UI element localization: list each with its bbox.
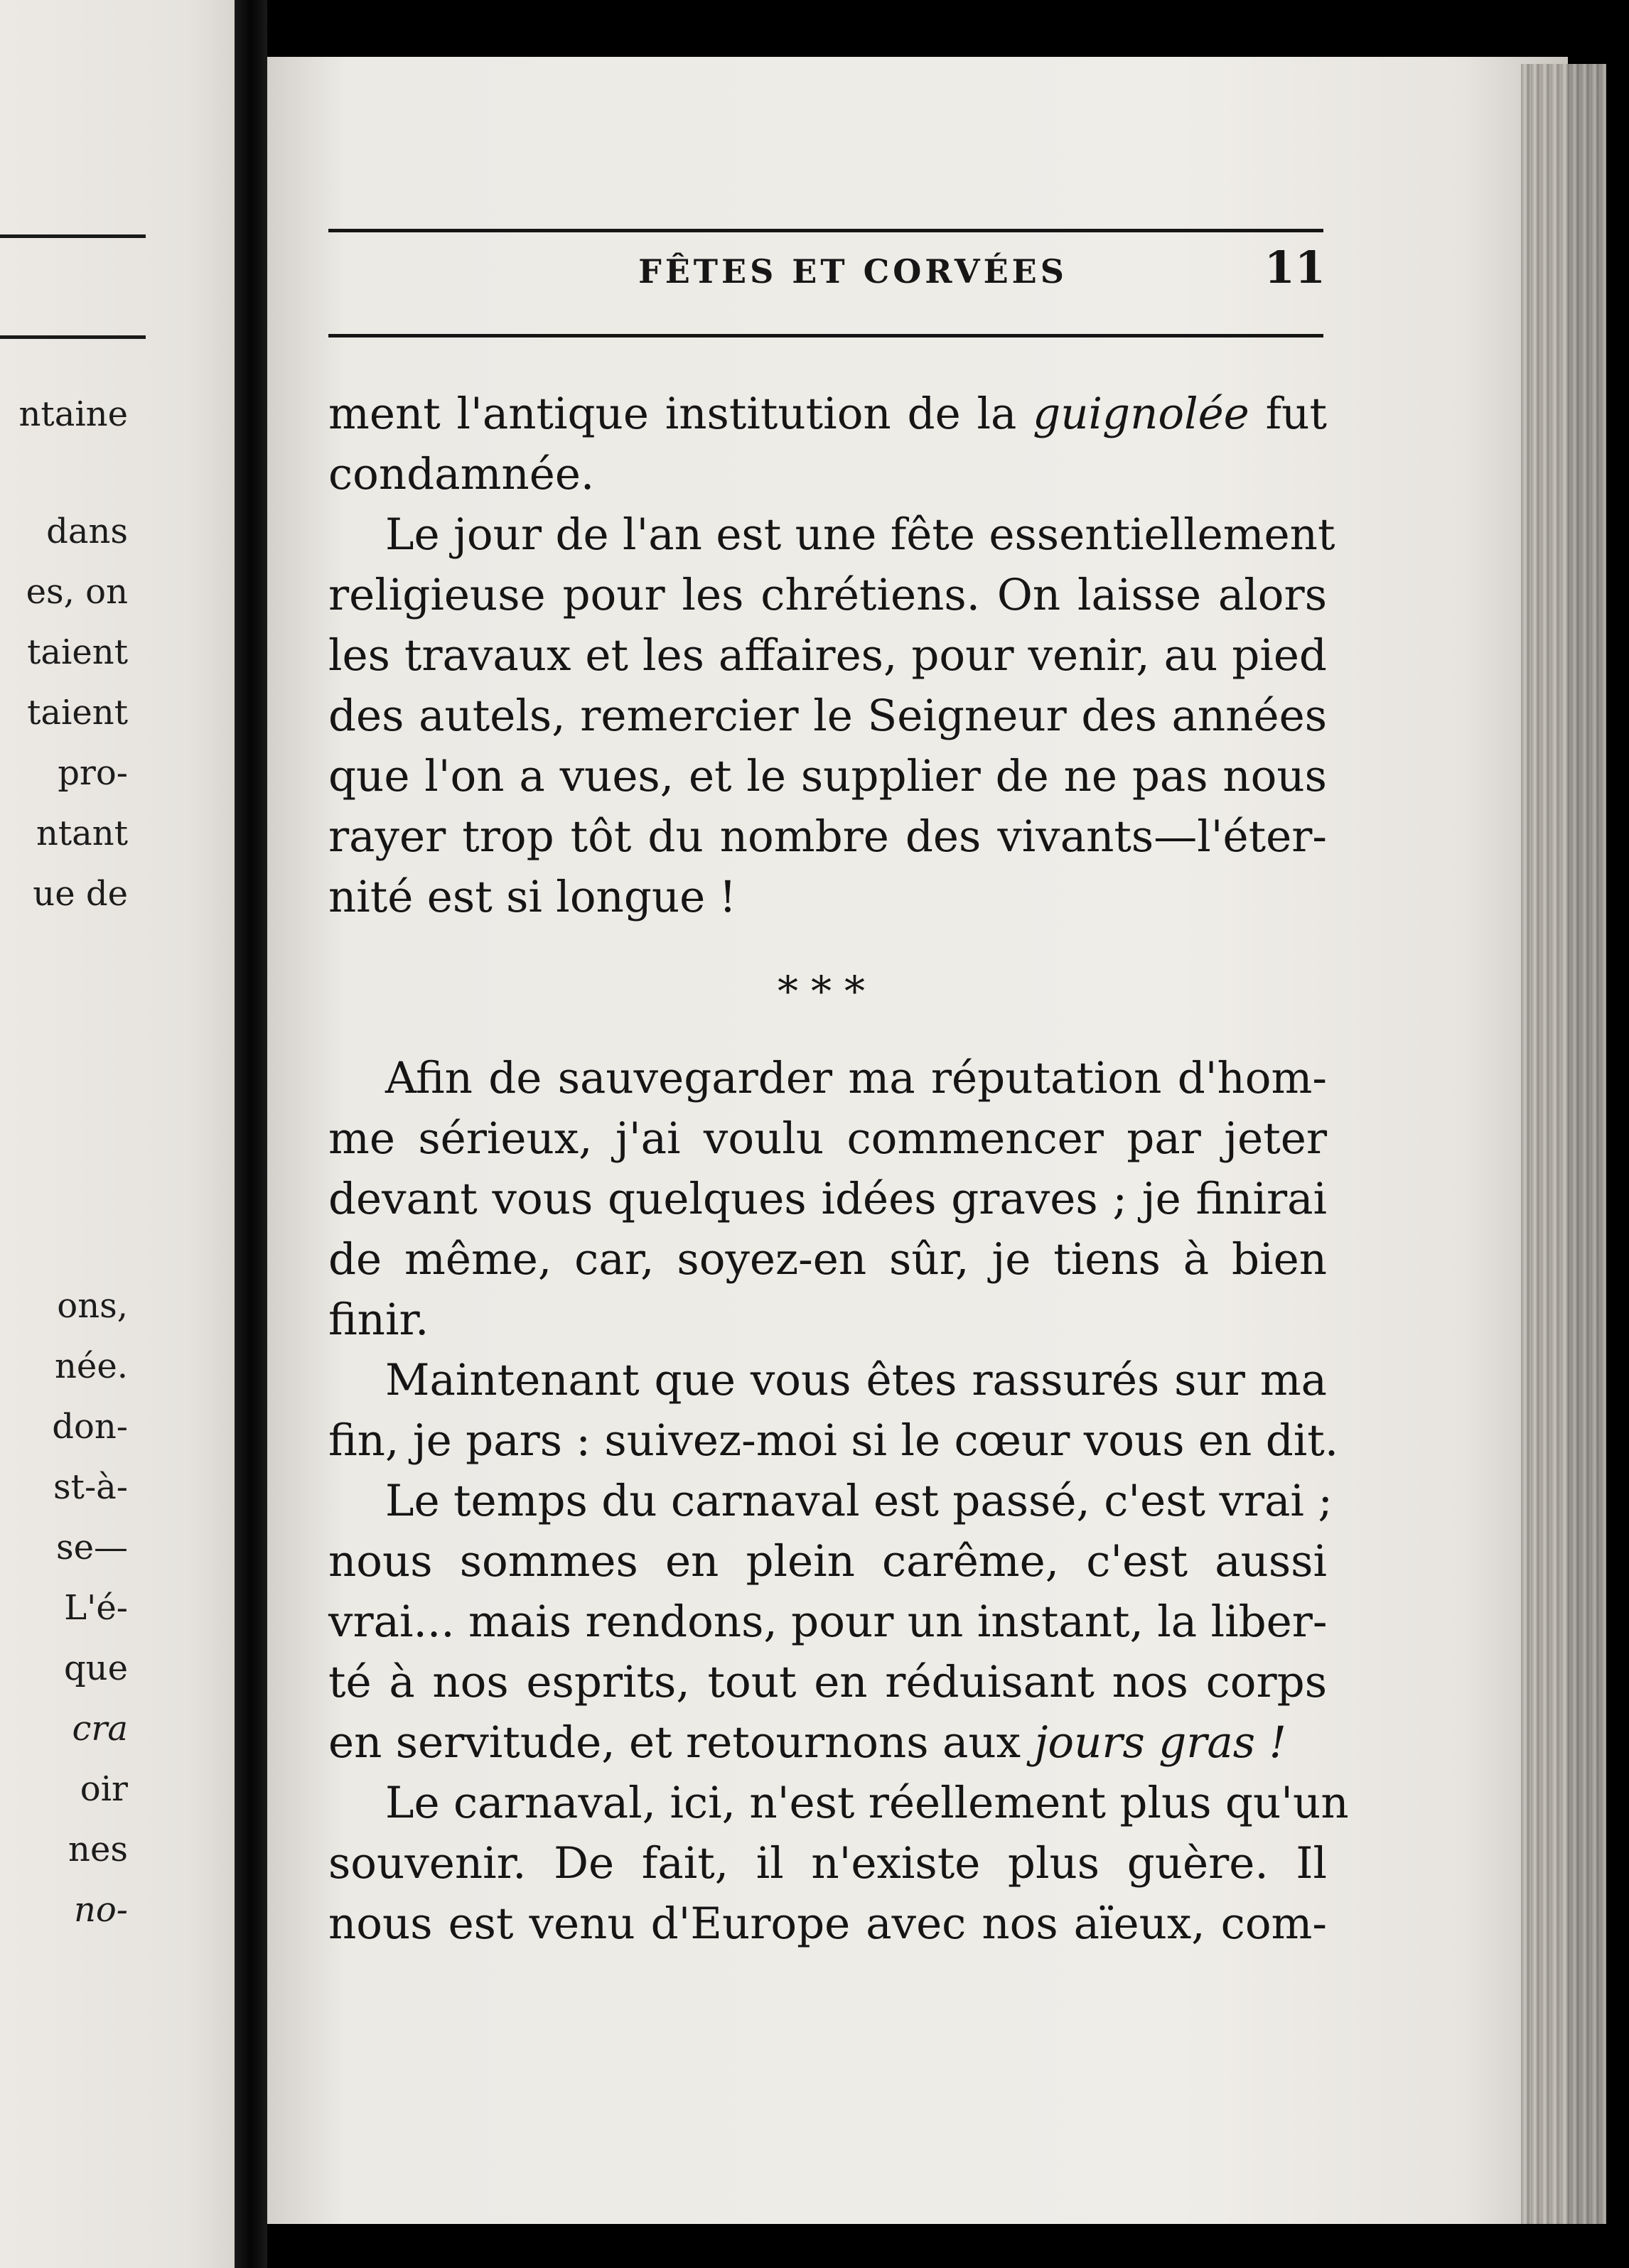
left-page-line: taient <box>27 632 128 672</box>
left-page-line: taient <box>27 693 128 733</box>
text-line <box>328 1108 1327 1169</box>
text-line <box>328 1592 1327 1652</box>
text-line <box>328 1229 1327 1290</box>
text-line <box>328 444 1327 504</box>
left-page-line: oir <box>80 1769 128 1809</box>
text-line <box>328 1894 1327 1954</box>
left-page-line: no- <box>73 1890 128 1930</box>
text-line <box>328 625 1327 686</box>
page-edge <box>1521 64 1606 2224</box>
left-page-line: nes <box>68 1830 128 1869</box>
text-span: condamnée. <box>328 449 595 500</box>
left-page-line: cra <box>72 1709 128 1749</box>
text-line <box>328 1652 1327 1712</box>
left-page-line: ntaine <box>18 394 128 434</box>
text-span: ment l'antique institution de la <box>328 389 1033 439</box>
left-page-line: es, on <box>26 572 128 612</box>
left-page-line: ons, <box>57 1286 128 1326</box>
text-span: Maintenant que vous êtes rassurés sur ma <box>385 1355 1327 1405</box>
page-number: 11 <box>1264 242 1326 293</box>
text-span: en servitude, et retournons aux <box>328 1717 1035 1768</box>
left-header-rule-top <box>0 234 146 238</box>
text-line <box>328 806 1327 867</box>
text-span: souvenir. De fait, il n'existe plus guère. Il <box>328 1838 1327 1889</box>
text-span: que l'on a vues, et le supplier de ne pas nous <box>328 751 1327 801</box>
left-page-line: dans <box>46 512 128 551</box>
text-span: devant vous quelques idées graves ; je finirai <box>328 1174 1327 1224</box>
text-line <box>328 1833 1327 1894</box>
italic-text: guignolée <box>1033 389 1249 439</box>
text-span: vrai... mais rendons, pour un instant, la liber- <box>328 1597 1328 1647</box>
text-line <box>328 686 1327 746</box>
left-page-line: st-à- <box>53 1467 128 1507</box>
text-line <box>328 1712 1327 1773</box>
text-line <box>328 384 1327 444</box>
left-page <box>0 0 235 2268</box>
header-rule-top <box>328 229 1323 232</box>
text-span: fin, je pars : suivez-moi si le cœur vous en dit. <box>328 1415 1339 1466</box>
text-line <box>328 565 1327 625</box>
left-page-line: née. <box>55 1346 128 1386</box>
text-span: té à nos esprits, tout en réduisant nos corps <box>328 1657 1327 1707</box>
text-span: religieuse pour les chrétiens. On laisse alors <box>328 570 1327 620</box>
text-span: nité est si longue ! <box>328 872 737 922</box>
header-rule-bottom <box>328 334 1323 338</box>
left-page-line: ntant <box>36 814 128 853</box>
text-line <box>328 1471 1333 1531</box>
left-page-line: don- <box>52 1407 128 1447</box>
left-page-line: ue de <box>33 874 128 914</box>
text-span: finir. <box>328 1295 429 1345</box>
text-span: me sérieux, j'ai voulu commencer par jeter <box>328 1113 1327 1164</box>
text-line <box>328 504 1335 565</box>
text-span: Le temps du carnaval est passé, c'est vrai ; <box>385 1476 1333 1526</box>
text-span: Afin de sauvegarder ma réputation d'hom- <box>385 1053 1327 1103</box>
text-span: fut <box>1249 389 1327 439</box>
text-span: nous sommes en plein carême, c'est aussi <box>328 1536 1327 1587</box>
running-title: FÊTES ET CORVÉES <box>638 252 1068 291</box>
left-page-line: pro- <box>58 753 128 793</box>
left-page-line: L'é- <box>64 1588 128 1628</box>
text-line <box>328 1773 1349 1833</box>
text-line <box>328 867 1327 927</box>
text-span: rayer trop tôt du nombre des vivants—l'éter- <box>328 811 1327 862</box>
text-span: Le carnaval, ici, n'est réellement plus qu'un <box>385 1778 1349 1828</box>
text-line <box>328 1531 1327 1592</box>
body-text <box>328 384 1349 1954</box>
text-span: les travaux et les affaires, pour venir, au pied <box>328 630 1327 681</box>
text-line <box>328 1290 1327 1350</box>
text-span: nous est venu d'Europe avec nos aïeux, com- <box>328 1899 1327 1949</box>
text-line <box>328 1048 1327 1108</box>
book-gutter <box>235 0 267 2268</box>
italic-text: jours gras ! <box>1034 1717 1286 1768</box>
text-span: Le jour de l'an est une fête essentiellement <box>385 509 1335 560</box>
text-span: de même, car, soyez-en sûr, je tiens à bien <box>328 1234 1327 1285</box>
left-header-rule-bottom <box>0 335 146 339</box>
left-page-line: que <box>63 1648 128 1688</box>
text-span: des autels, remercier le Seigneur des années <box>328 691 1327 741</box>
left-page-line: se— <box>55 1528 128 1567</box>
text-line <box>328 746 1327 806</box>
text-line <box>328 1410 1339 1471</box>
text-line <box>328 1350 1327 1410</box>
text-line <box>328 1169 1327 1229</box>
section-separator: *** <box>778 967 878 1015</box>
